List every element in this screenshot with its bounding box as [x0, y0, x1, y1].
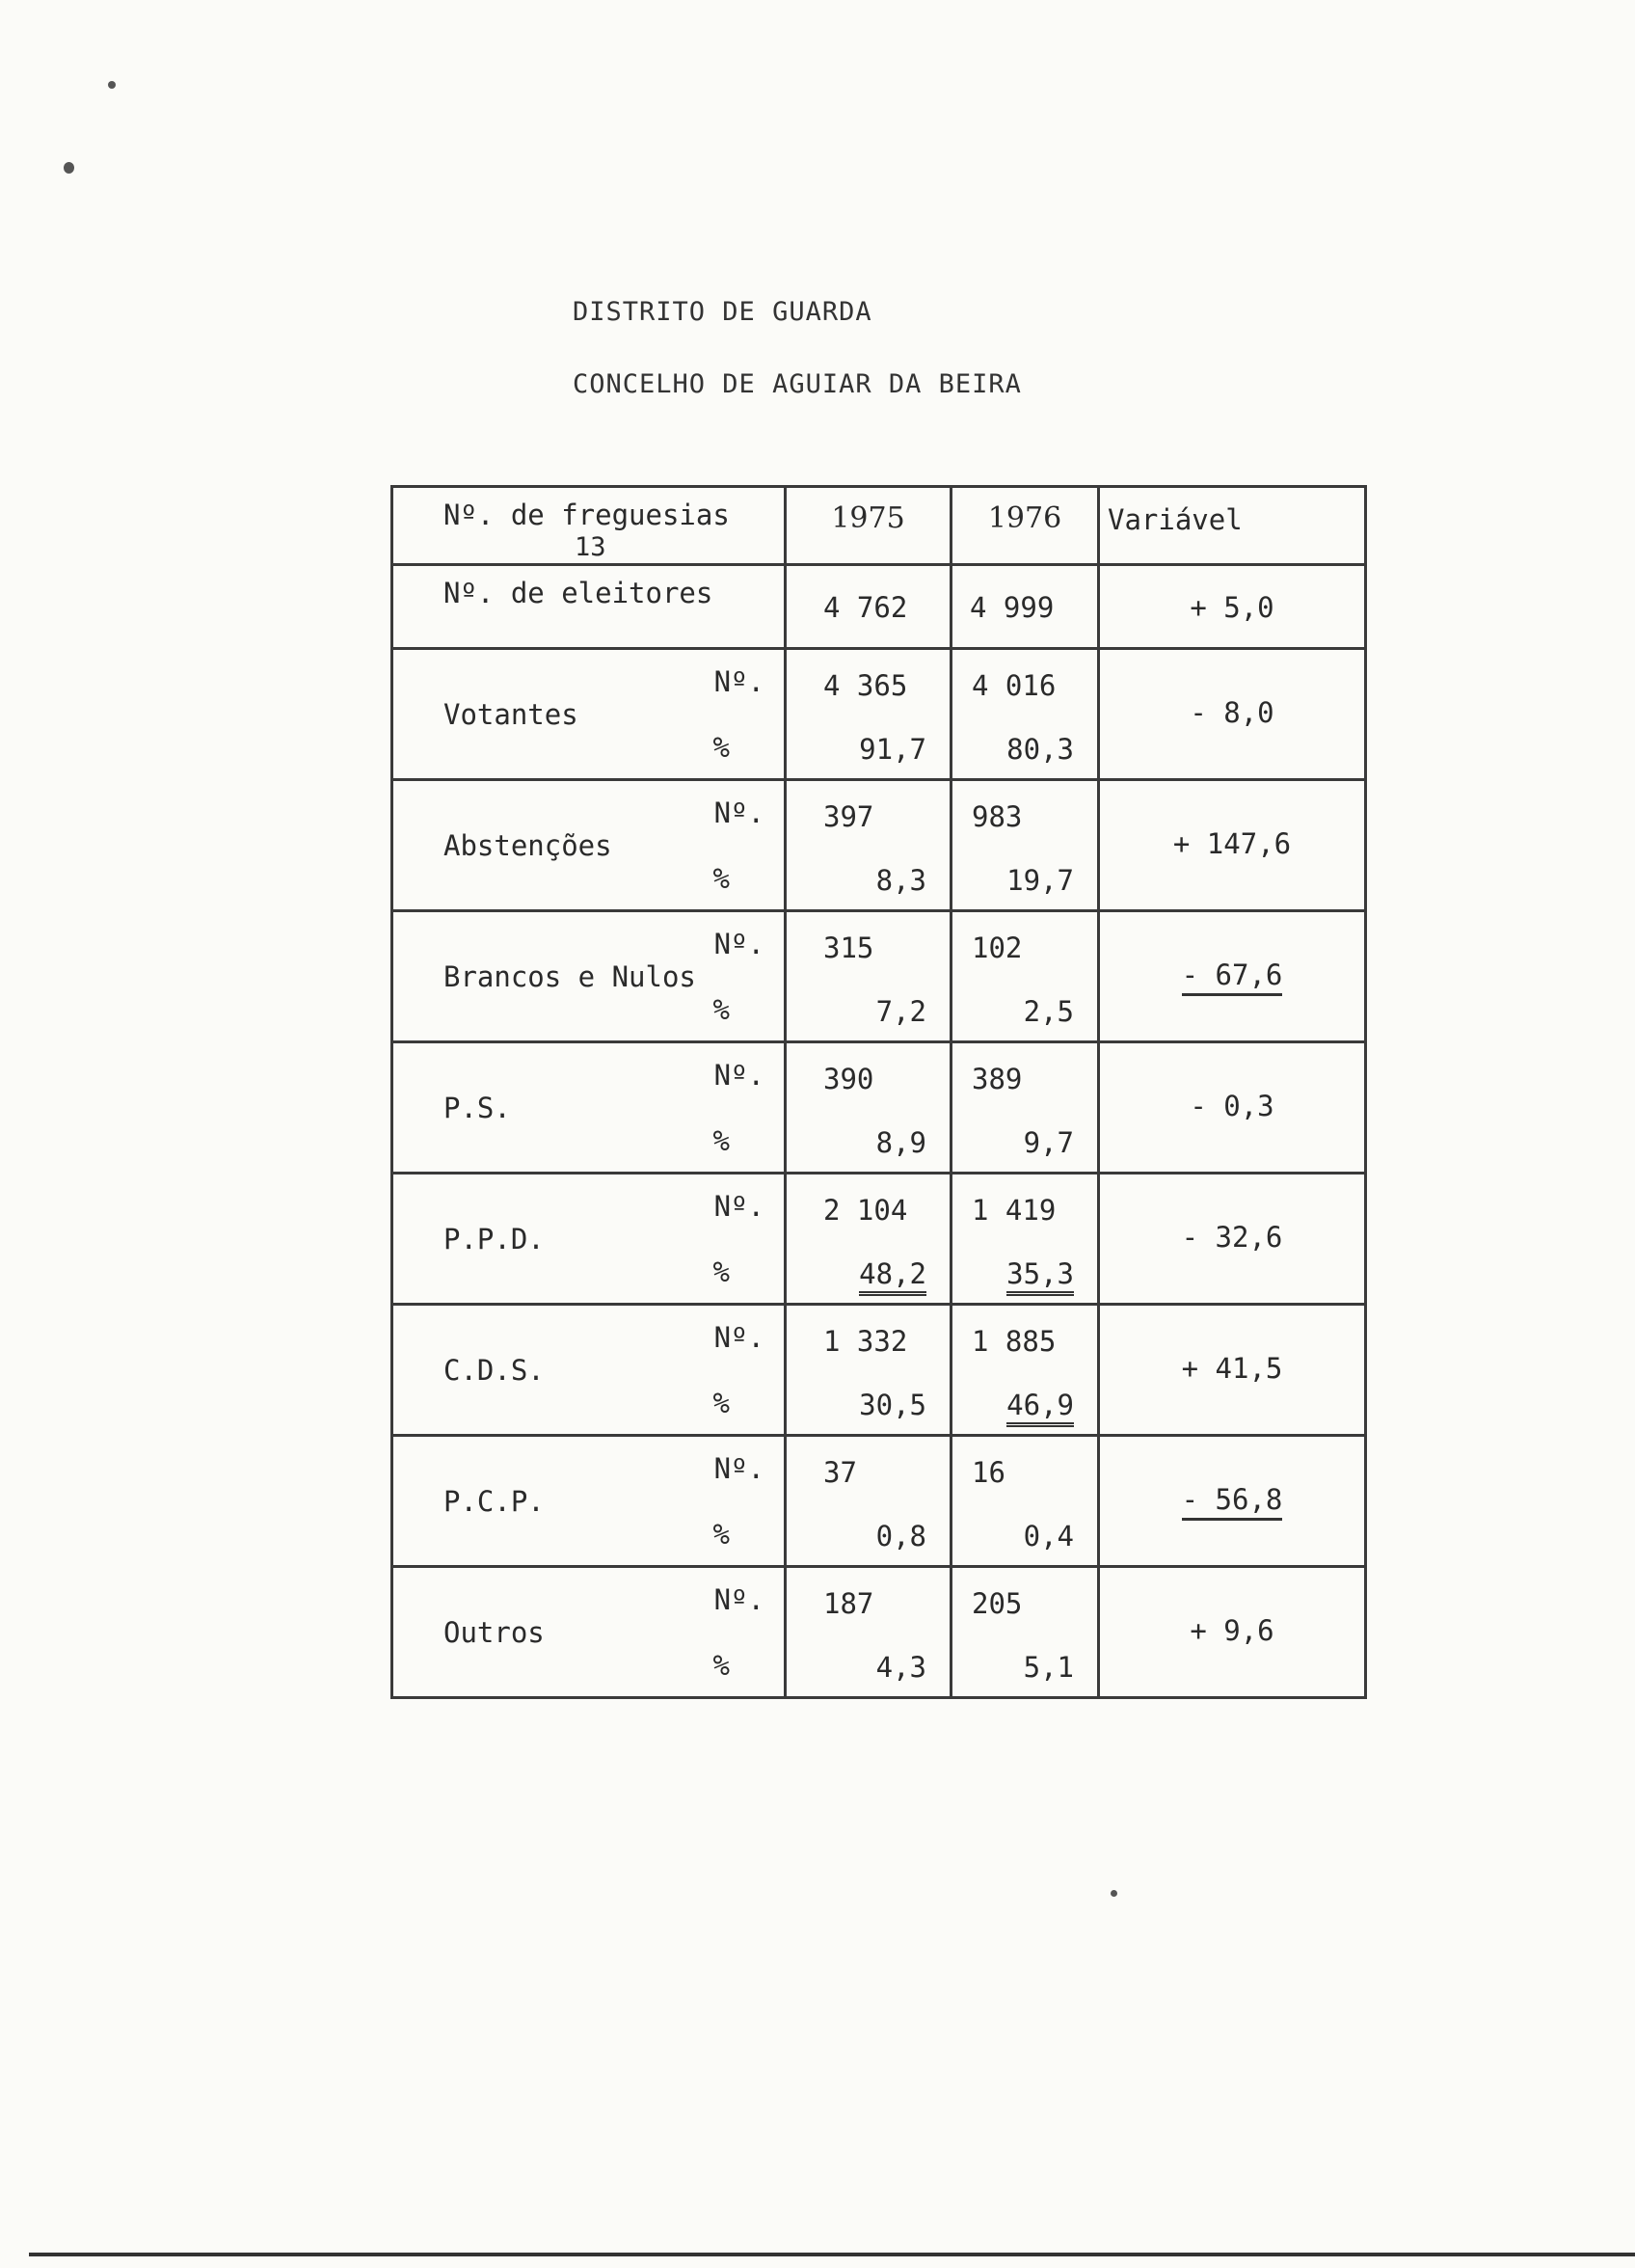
- value-1976-cell: [952, 1042, 1099, 1174]
- value-1975-cell: [786, 649, 952, 780]
- value-1975-cell: [786, 1042, 952, 1174]
- percent-1976: 0,4: [1023, 1520, 1074, 1552]
- count-1976: 389: [972, 1063, 1023, 1095]
- count-1976: 102: [972, 932, 1023, 964]
- variation-text: + 147,6: [1172, 827, 1292, 860]
- variation-cell: [1099, 1042, 1366, 1174]
- value-1975-cell: [786, 1305, 952, 1436]
- party-rows: [392, 649, 1366, 1698]
- row-label-cell: [392, 1305, 786, 1436]
- percent-label: %: [712, 1649, 730, 1682]
- parishes-header-cell: [392, 487, 786, 565]
- year-1975-header: [786, 487, 952, 565]
- variation-header: [1099, 487, 1366, 565]
- council-heading: CONCELHO DE AGUIAR DA BEIRA: [573, 369, 1022, 399]
- value-1976-cell: [952, 1174, 1099, 1305]
- electors-1976-cell: [952, 565, 1099, 649]
- row-label: Abstenções: [443, 829, 612, 862]
- row-label-cell: [392, 1436, 786, 1567]
- percent-1975: 30,5: [859, 1389, 926, 1421]
- value-1976-cell: [952, 1436, 1099, 1567]
- electors-1975: 4 762: [823, 591, 908, 624]
- table-row: [392, 1305, 1366, 1436]
- count-1975: 187: [823, 1587, 874, 1620]
- value-1976-cell: [952, 911, 1099, 1042]
- percent-1975: 48,2: [859, 1257, 926, 1296]
- count-1975: 315: [823, 932, 874, 964]
- year-1976-label: 1976: [987, 501, 1062, 535]
- scan-speck: [1111, 1890, 1117, 1897]
- table-row: [392, 1567, 1366, 1698]
- variation-value: [1100, 1483, 1364, 1516]
- electors-row: [392, 565, 1366, 649]
- count-label: Nº.: [713, 1190, 764, 1223]
- variation-value: [1100, 696, 1364, 729]
- table-row: [392, 1436, 1366, 1567]
- district-heading: DISTRITO DE GUARDA: [573, 297, 872, 327]
- percent-1975: 91,7: [859, 733, 926, 766]
- count-1975: 397: [823, 800, 874, 833]
- percent-1976: 5,1: [1023, 1651, 1074, 1684]
- row-label: P.S.: [443, 1092, 511, 1124]
- variation-cell: [1099, 1305, 1366, 1436]
- variation-value: [1100, 958, 1364, 991]
- value-1975-cell: [786, 1567, 952, 1698]
- row-label: P.C.P.: [443, 1485, 545, 1518]
- percent-1976: 80,3: [1006, 733, 1074, 766]
- count-1975: 37: [823, 1456, 857, 1489]
- count-1975: 4 365: [823, 669, 908, 702]
- value-1975-cell: [786, 1174, 952, 1305]
- variation-cell: [1099, 1174, 1366, 1305]
- variation-text: + 41,5: [1181, 1352, 1283, 1385]
- variation-text: - 56,8: [1182, 1483, 1283, 1521]
- variation-value: [1100, 1614, 1364, 1647]
- count-1976: 1 885: [972, 1325, 1057, 1358]
- table-row: [392, 780, 1366, 911]
- percent-1975: 7,2: [875, 995, 926, 1028]
- percent-label: %: [712, 993, 730, 1026]
- row-label: Brancos e Nulos: [443, 960, 696, 993]
- percent-1975: 4,3: [875, 1651, 926, 1684]
- count-1975: 1 332: [823, 1325, 908, 1358]
- variation-text: + 9,6: [1190, 1614, 1274, 1647]
- electors-label: Nº. de eleitores: [443, 577, 713, 609]
- election-results-table: [390, 485, 1367, 1699]
- row-label-cell: [392, 1174, 786, 1305]
- value-1976-cell: [952, 1567, 1099, 1698]
- count-label: Nº.: [713, 928, 764, 960]
- value-1975-cell: [786, 911, 952, 1042]
- variation-text: - 67,6: [1182, 958, 1283, 996]
- value-1975-cell: [786, 1436, 952, 1567]
- percent-1975: 8,9: [875, 1126, 926, 1159]
- percent-1976: 35,3: [1006, 1257, 1074, 1296]
- row-label: Votantes: [443, 698, 578, 731]
- variation-cell: [1099, 780, 1366, 911]
- percent-label: %: [712, 731, 730, 764]
- percent-1976: 19,7: [1006, 864, 1074, 897]
- value-1976-cell: [952, 780, 1099, 911]
- page-bottom-rule: [29, 2253, 1635, 2256]
- electors-variation-cell: [1099, 565, 1366, 649]
- count-1975: 390: [823, 1063, 874, 1095]
- percent-1976: 9,7: [1023, 1126, 1074, 1159]
- scan-speck: [108, 81, 116, 89]
- count-label: Nº.: [713, 796, 764, 829]
- percent-1975: 8,3: [875, 864, 926, 897]
- count-label: Nº.: [713, 1583, 764, 1616]
- variation-cell: [1099, 1567, 1366, 1698]
- count-1975: 2 104: [823, 1194, 908, 1227]
- scan-speck: [64, 162, 74, 174]
- electors-1976: 4 999: [970, 591, 1055, 624]
- table-header-row: [392, 487, 1366, 565]
- parishes-label: Nº. de freguesias: [443, 499, 730, 531]
- percent-label: %: [712, 1518, 730, 1551]
- row-label: P.P.D.: [443, 1223, 545, 1256]
- variation-value: [1100, 1221, 1364, 1254]
- row-label: C.D.S.: [443, 1354, 545, 1387]
- table-row: [392, 911, 1366, 1042]
- percent-label: %: [712, 1124, 730, 1157]
- variation-label: Variável: [1108, 503, 1243, 536]
- count-1976: 205: [972, 1587, 1023, 1620]
- variation-value: [1100, 1090, 1364, 1122]
- table-row: [392, 1042, 1366, 1174]
- parishes-count: 13: [575, 532, 606, 562]
- count-label: Nº.: [713, 665, 764, 698]
- table-row: [392, 1174, 1366, 1305]
- variation-value: [1100, 1352, 1364, 1385]
- electors-1975-cell: [786, 565, 952, 649]
- variation-text: - 32,6: [1181, 1221, 1283, 1254]
- variation-value: [1100, 827, 1364, 860]
- percent-label: %: [712, 862, 730, 895]
- row-label-cell: [392, 911, 786, 1042]
- variation-text: - 0,3: [1190, 1090, 1274, 1122]
- percent-1975: 0,8: [875, 1520, 926, 1552]
- variation-cell: [1099, 649, 1366, 780]
- percent-1976: 2,5: [1023, 995, 1074, 1028]
- percent-1976: 46,9: [1006, 1389, 1074, 1427]
- value-1976-cell: [952, 649, 1099, 780]
- electors-variation: + 5,0: [1190, 591, 1274, 624]
- year-1976-header: [952, 487, 1099, 565]
- variation-cell: [1099, 911, 1366, 1042]
- row-label-cell: [392, 1042, 786, 1174]
- variation-text: - 8,0: [1190, 696, 1274, 729]
- value-1976-cell: [952, 1305, 1099, 1436]
- row-label-cell: [392, 649, 786, 780]
- count-label: Nº.: [713, 1321, 764, 1354]
- row-label: Outros: [443, 1616, 545, 1649]
- percent-label: %: [712, 1256, 730, 1288]
- count-1976: 1 419: [972, 1194, 1057, 1227]
- count-label: Nº.: [713, 1452, 764, 1485]
- row-label-cell: [392, 780, 786, 911]
- row-label-cell: [392, 1567, 786, 1698]
- count-1976: 16: [972, 1456, 1005, 1489]
- count-1976: 4 016: [972, 669, 1057, 702]
- electors-label-cell: [392, 565, 786, 649]
- year-1975-label: 1975: [831, 501, 905, 535]
- value-1975-cell: [786, 780, 952, 911]
- count-1976: 983: [972, 800, 1023, 833]
- table-row: [392, 649, 1366, 780]
- percent-label: %: [712, 1387, 730, 1419]
- variation-cell: [1099, 1436, 1366, 1567]
- count-label: Nº.: [713, 1059, 764, 1092]
